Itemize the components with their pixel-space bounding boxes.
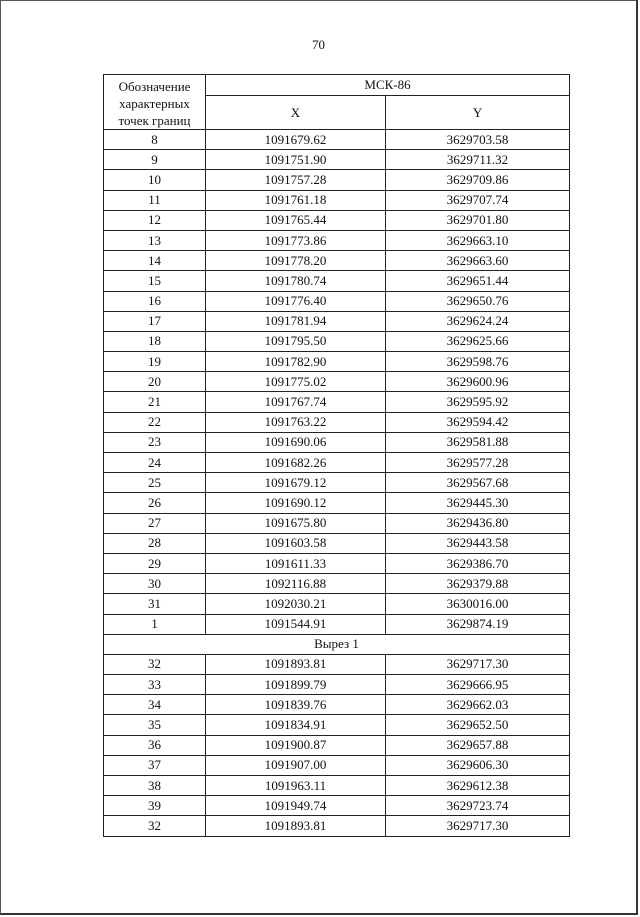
point-number-cell: 11 <box>104 190 206 210</box>
point-number-cell: 9 <box>104 150 206 170</box>
table-row <box>104 735 570 755</box>
point-number-cell: 33 <box>104 675 206 695</box>
table-row <box>104 130 570 150</box>
table-row <box>104 230 570 250</box>
table-row <box>104 412 570 432</box>
x-coordinate-cell: 1091839.76 <box>206 695 386 715</box>
y-coordinate-cell: 3629703.58 <box>386 130 570 150</box>
point-label-line2: характерных <box>119 96 190 111</box>
x-coordinate-cell: 1091907.00 <box>206 755 386 775</box>
y-coordinate-cell: 3629701.80 <box>386 210 570 230</box>
point-number-cell: 34 <box>104 695 206 715</box>
x-coordinate-cell: 1091780.74 <box>206 271 386 291</box>
x-coordinate-cell: 1092030.21 <box>206 594 386 614</box>
point-number-cell: 8 <box>104 130 206 150</box>
point-number-cell: 35 <box>104 715 206 735</box>
y-coordinate-cell: 3629652.50 <box>386 715 570 735</box>
page-number: 70 <box>312 37 325 52</box>
x-coordinate-cell: 1091778.20 <box>206 251 386 271</box>
y-coordinate-cell: 3629707.74 <box>386 190 570 210</box>
point-number-cell: 21 <box>104 392 206 412</box>
point-label-line1: Обозначение <box>118 79 191 94</box>
x-coordinate-cell: 1091611.33 <box>206 553 386 573</box>
table-row <box>104 755 570 775</box>
y-coordinate-cell: 3629625.66 <box>386 331 570 351</box>
y-coordinate-cell: 3629386.70 <box>386 553 570 573</box>
point-number-cell: 38 <box>104 776 206 796</box>
y-coordinate-cell: 3629581.88 <box>386 432 570 452</box>
table-row <box>104 251 570 271</box>
table-row <box>104 150 570 170</box>
x-coordinate-cell: 1091773.86 <box>206 230 386 250</box>
x-coordinate-cell: 1091679.12 <box>206 473 386 493</box>
point-number-cell: 29 <box>104 553 206 573</box>
y-coordinate-cell: 3629595.92 <box>386 392 570 412</box>
table-row <box>104 271 570 291</box>
point-number-cell: 25 <box>104 473 206 493</box>
x-coordinate-cell: 1091963.11 <box>206 776 386 796</box>
x-coordinate-cell: 1091682.26 <box>206 453 386 473</box>
y-coordinate-cell: 3629666.95 <box>386 675 570 695</box>
table-row <box>104 654 570 674</box>
table-row <box>104 432 570 452</box>
point-number-cell: 30 <box>104 574 206 594</box>
y-coordinate-cell: 3629577.28 <box>386 453 570 473</box>
point-number-cell: 32 <box>104 816 206 836</box>
point-number-cell: 18 <box>104 331 206 351</box>
x-coordinate-cell: 1091544.91 <box>206 614 386 634</box>
table-row <box>104 352 570 372</box>
x-coordinate-cell: 1091899.79 <box>206 675 386 695</box>
y-coordinate-cell: 3629606.30 <box>386 755 570 775</box>
point-number-cell: 32 <box>104 654 206 674</box>
point-number-cell: 22 <box>104 412 206 432</box>
y-coordinate-cell: 3629723.74 <box>386 796 570 816</box>
y-coordinate-cell: 3629874.19 <box>386 614 570 634</box>
table-row <box>104 796 570 816</box>
y-coordinate-cell: 3629594.42 <box>386 412 570 432</box>
x-column-header: X <box>206 96 386 130</box>
table-row <box>104 493 570 513</box>
point-number-cell: 14 <box>104 251 206 271</box>
point-number-cell: 36 <box>104 735 206 755</box>
y-coordinate-cell: 3629379.88 <box>386 574 570 594</box>
x-coordinate-cell: 1091893.81 <box>206 654 386 674</box>
point-number-cell: 10 <box>104 170 206 190</box>
table-row <box>104 553 570 573</box>
y-coordinate-cell: 3629709.86 <box>386 170 570 190</box>
x-coordinate-cell: 1091757.28 <box>206 170 386 190</box>
point-number-cell: 20 <box>104 372 206 392</box>
table-row <box>104 675 570 695</box>
point-number-cell: 27 <box>104 513 206 533</box>
y-coordinate-cell: 3629663.60 <box>386 251 570 271</box>
point-number-cell: 13 <box>104 230 206 250</box>
table-row <box>104 776 570 796</box>
table-row <box>104 614 570 634</box>
x-coordinate-cell: 1091776.40 <box>206 291 386 311</box>
table-row <box>104 816 570 836</box>
y-coordinate-cell: 3629567.68 <box>386 473 570 493</box>
table-row <box>104 210 570 230</box>
y-coordinate-cell: 3629612.38 <box>386 776 570 796</box>
x-coordinate-cell: 1091603.58 <box>206 533 386 553</box>
coordinates-table <box>103 74 570 837</box>
point-number-cell: 12 <box>104 210 206 230</box>
table-row <box>104 453 570 473</box>
x-coordinate-cell: 1091751.90 <box>206 150 386 170</box>
table-row <box>104 473 570 493</box>
point-number-cell: 28 <box>104 533 206 553</box>
x-coordinate-cell: 1091675.80 <box>206 513 386 533</box>
x-coordinate-cell: 1091900.87 <box>206 735 386 755</box>
x-coordinate-cell: 1091782.90 <box>206 352 386 372</box>
table-row <box>104 190 570 210</box>
table-row <box>104 594 570 614</box>
x-coordinate-cell: 1091765.44 <box>206 210 386 230</box>
point-number-cell: 23 <box>104 432 206 452</box>
table-row <box>104 392 570 412</box>
x-coordinate-cell: 1091795.50 <box>206 331 386 351</box>
table-row <box>104 372 570 392</box>
section-label: Вырез 1 <box>104 634 570 654</box>
table-row <box>104 715 570 735</box>
point-number-cell: 15 <box>104 271 206 291</box>
point-label-line3: точек границ <box>118 113 191 128</box>
y-coordinate-cell: 3629443.58 <box>386 533 570 553</box>
x-coordinate-cell: 1091767.74 <box>206 392 386 412</box>
x-coordinate-cell: 1091893.81 <box>206 816 386 836</box>
table-header-row <box>104 75 570 96</box>
table-row <box>104 331 570 351</box>
x-coordinate-cell: 1091949.74 <box>206 796 386 816</box>
point-number-cell: 24 <box>104 453 206 473</box>
y-coordinate-cell: 3629445.30 <box>386 493 570 513</box>
y-coordinate-cell: 3630016.00 <box>386 594 570 614</box>
table-row <box>104 513 570 533</box>
point-number-cell: 19 <box>104 352 206 372</box>
y-coordinate-cell: 3629663.10 <box>386 230 570 250</box>
y-coordinate-cell: 3629600.96 <box>386 372 570 392</box>
x-coordinate-cell: 1091775.02 <box>206 372 386 392</box>
x-coordinate-cell: 1091781.94 <box>206 311 386 331</box>
y-coordinate-cell: 3629651.44 <box>386 271 570 291</box>
y-coordinate-cell: 3629717.30 <box>386 654 570 674</box>
point-designation-header <box>104 75 206 130</box>
y-coordinate-cell: 3629624.24 <box>386 311 570 331</box>
y-coordinate-cell: 3629717.30 <box>386 816 570 836</box>
x-coordinate-cell: 1091679.62 <box>206 130 386 150</box>
y-coordinate-cell: 3629657.88 <box>386 735 570 755</box>
point-number-cell: 37 <box>104 755 206 775</box>
x-coordinate-cell: 1091690.06 <box>206 432 386 452</box>
point-number-cell: 39 <box>104 796 206 816</box>
y-column-header: Y <box>386 96 570 130</box>
y-coordinate-cell: 3629650.76 <box>386 291 570 311</box>
table-row <box>104 533 570 553</box>
x-coordinate-cell: 1092116.88 <box>206 574 386 594</box>
point-number-cell: 26 <box>104 493 206 513</box>
point-number-cell: 31 <box>104 594 206 614</box>
y-coordinate-cell: 3629436.80 <box>386 513 570 533</box>
x-coordinate-cell: 1091690.12 <box>206 493 386 513</box>
point-number-cell: 1 <box>104 614 206 634</box>
point-number-cell: 16 <box>104 291 206 311</box>
x-coordinate-cell: 1091761.18 <box>206 190 386 210</box>
table-row <box>104 695 570 715</box>
y-coordinate-cell: 3629711.32 <box>386 150 570 170</box>
y-coordinate-cell: 3629598.76 <box>386 352 570 372</box>
section-row <box>104 634 570 654</box>
table-row <box>104 170 570 190</box>
table-row <box>104 574 570 594</box>
table-row <box>104 311 570 331</box>
x-coordinate-cell: 1091763.22 <box>206 412 386 432</box>
table-row <box>104 291 570 311</box>
y-coordinate-cell: 3629662.03 <box>386 695 570 715</box>
x-coordinate-cell: 1091834.91 <box>206 715 386 735</box>
point-number-cell: 17 <box>104 311 206 331</box>
coordinate-system-header: МСК-86 <box>206 75 570 96</box>
